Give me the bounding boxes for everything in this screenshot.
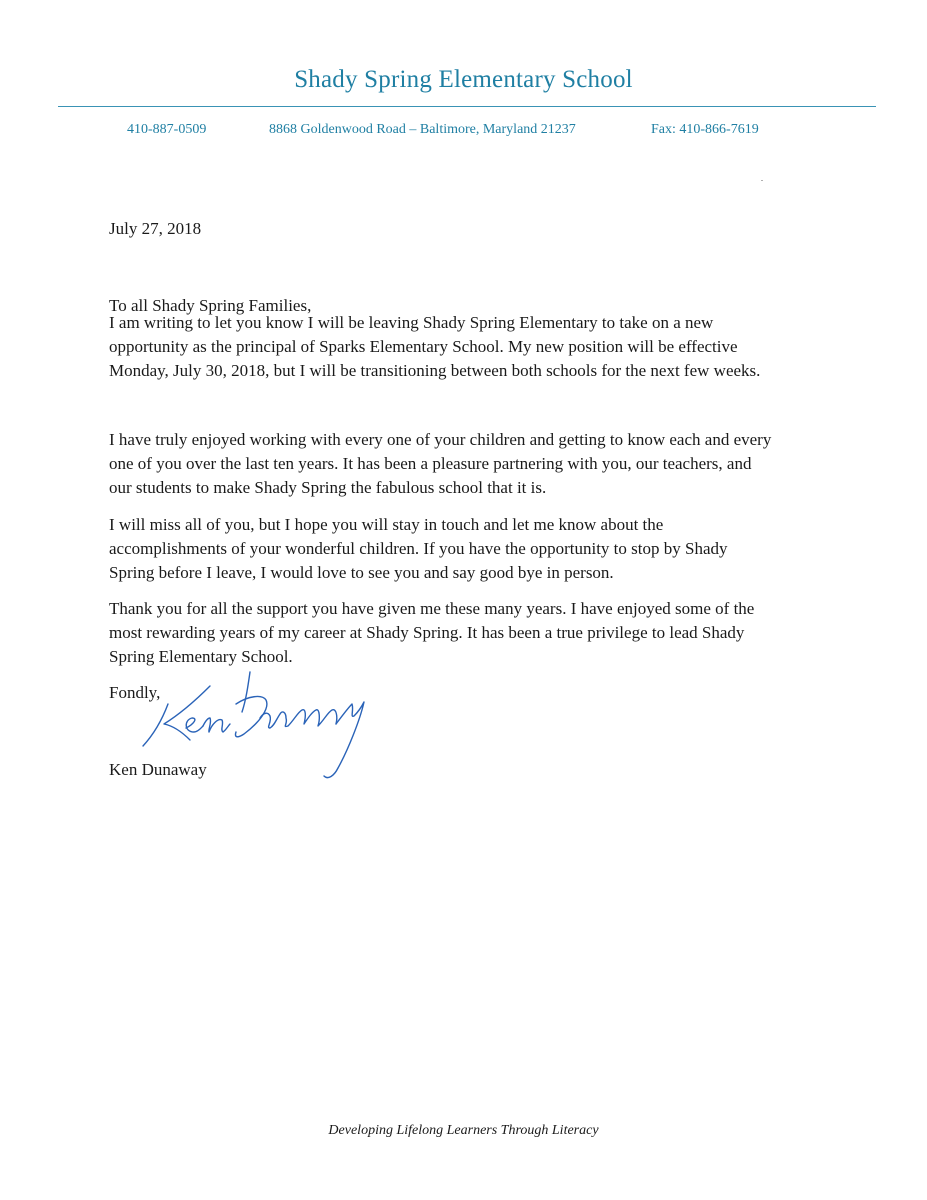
signer-name: Ken Dunaway [109,760,207,779]
closing: Fondly, [109,683,161,702]
paragraph-line: opportunity as the principal of Sparks Elementary School. My new position will be effective [109,337,738,356]
paragraph-line: Monday, July 30, 2018, but I will be transitioning between both schools for the next few weeks. [109,361,761,380]
paragraph-line: I have truly enjoyed working with every one of your children and getting to know each and every [109,430,772,449]
paragraph [109,311,849,383]
paragraph-line: our students to make Shady Spring the fabulous school that it is. [109,478,547,497]
paragraph-line: Thank you for all the support you have given me these many years. I have enjoyed some of the [109,599,755,618]
salutation: To all Shady Spring Families, [109,296,312,315]
paragraph [109,428,849,500]
paragraph-line: I will miss all of you, but I hope you will stay in touch and let me know about the [109,515,664,534]
school-name: Shady Spring Elementary School [294,66,633,93]
paragraph-line: I am writing to let you know I will be leaving Shady Spring Elementary to take on a new [109,313,714,332]
school-address: 8868 Goldenwood Road – Baltimore, Maryland 21237 [269,122,576,137]
footer-motto: Developing Lifelong Learners Through Literacy [328,1123,599,1138]
paragraph-line: accomplishments of your wonderful children. If you have the opportunity to stop by Shady [109,539,728,558]
paragraph-line: Spring Elementary School. [109,647,293,666]
phone-number: 410-887-0509 [127,122,207,137]
paragraph-line: one of you over the last ten years. It has been a pleasure partnering with you, our teachers, and [109,454,752,473]
paragraph [109,597,849,669]
scan-speck [761,180,763,181]
letter-date: July 27, 2018 [109,219,202,238]
letterhead-divider [58,106,876,107]
fax-number: Fax: 410-866-7619 [651,122,759,137]
paragraph [109,513,849,585]
paragraph-line: Spring before I leave, I would love to see you and say good bye in person. [109,563,614,582]
paragraph-line: most rewarding years of my career at Shady Spring. It has been a true privilege to lead Shady [109,623,745,642]
